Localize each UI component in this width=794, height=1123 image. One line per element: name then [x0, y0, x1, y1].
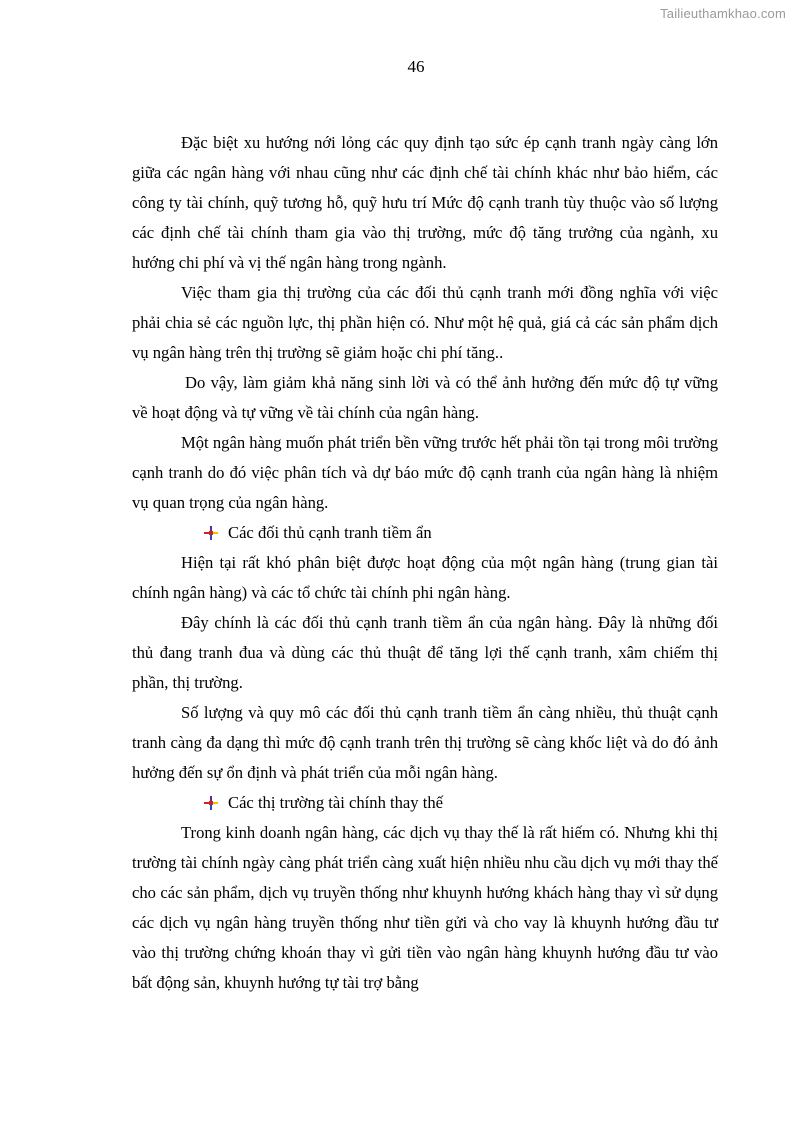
section-heading-text: Các thị trường tài chính thay thế	[228, 793, 443, 812]
watermark: Tailieuthamkhao.com	[660, 6, 786, 21]
section-heading-potential-competitors	[132, 518, 718, 548]
document-body	[132, 128, 718, 998]
four-color-cross-bullet-icon	[204, 526, 218, 540]
section-heading-substitute-markets	[132, 788, 718, 818]
four-color-cross-bullet-icon	[204, 796, 218, 810]
paragraph: Hiện tại rất khó phân biệt được hoạt động của một ngân hàng (trung gian tài chính ngân hàng) và các tổ chức tài chính phi ngân hàng.	[132, 553, 718, 602]
paragraph: Đặc biệt xu hướng nới lỏng các quy định tạo sức ép cạnh tranh ngày càng lớn giữa các ngân hàng với nhau cũng như các định chế tài chính khác như bảo hiểm, các công ty tài chính, quỹ tương hỗ, quỹ hưu trí Mức độ cạnh tranh tùy thuộc vào số lượng các định chế tài chính tham gia vào thị trường, mức độ tăng trưởng của ngành, xu hướng chi phí và vị thế ngân hàng trong ngành.	[132, 133, 718, 272]
paragraph: Đây chính là các đối thủ cạnh tranh tiềm ẩn của ngân hàng. Đây là những đối thủ đang tranh đua và dùng các thủ thuật để tăng lợi thế cạnh tranh, xâm chiếm thị phần, thị trường.	[132, 613, 718, 692]
paragraph: Việc tham gia thị trường của các đối thủ cạnh tranh mới đồng nghĩa với việc phải chia sẻ các nguồn lực, thị phần hiện có. Như một hệ quả, giá cả các sản phẩm dịch vụ ngân hàng trên thị trường sẽ giảm hoặc chi phí tăng..	[132, 283, 718, 362]
page-number: 46	[407, 57, 425, 76]
paragraph: Trong kinh doanh ngân hàng, các dịch vụ thay thế là rất hiếm có. Nhưng khi thị trường tài chính ngày càng phát triển càng xuất hiện nhiều nhu cầu dịch vụ mới thay thế cho các sản phẩm, dịch vụ truyền thống như khuynh hướng khách hàng thay vì sử dụng các dịch vụ ngân hàng truyền thống như tiền gửi và cho vay là khuynh hướng đầu tư vào thị trường chứng khoán thay vì gửi tiền vào ngân hàng khuynh hướng đầu tư vào bất động sản, khuynh hướng tự tài trợ bằng	[132, 823, 718, 992]
paragraph: Số lượng và quy mô các đối thủ cạnh tranh tiềm ẩn càng nhiều, thủ thuật cạnh tranh càng đa dạng thì mức độ cạnh tranh trên thị trường sẽ càng khốc liệt và do đó ảnh hưởng đến sự ổn định và phát triển của mỗi ngân hàng.	[132, 703, 718, 782]
paragraph: Một ngân hàng muốn phát triển bền vững trước hết phải tồn tại trong môi trường cạnh tranh do đó việc phân tích và dự báo mức độ cạnh tranh của ngân hàng là nhiệm vụ quan trọng của ngân hàng.	[132, 433, 718, 512]
paragraph: Do vậy, làm giảm khả năng sinh lời và có thể ảnh hưởng đến mức độ tự vững về hoạt động và tự vững về tài chính của ngân hàng.	[132, 373, 718, 422]
section-heading-text: Các đối thủ cạnh tranh tiềm ẩn	[228, 523, 432, 542]
